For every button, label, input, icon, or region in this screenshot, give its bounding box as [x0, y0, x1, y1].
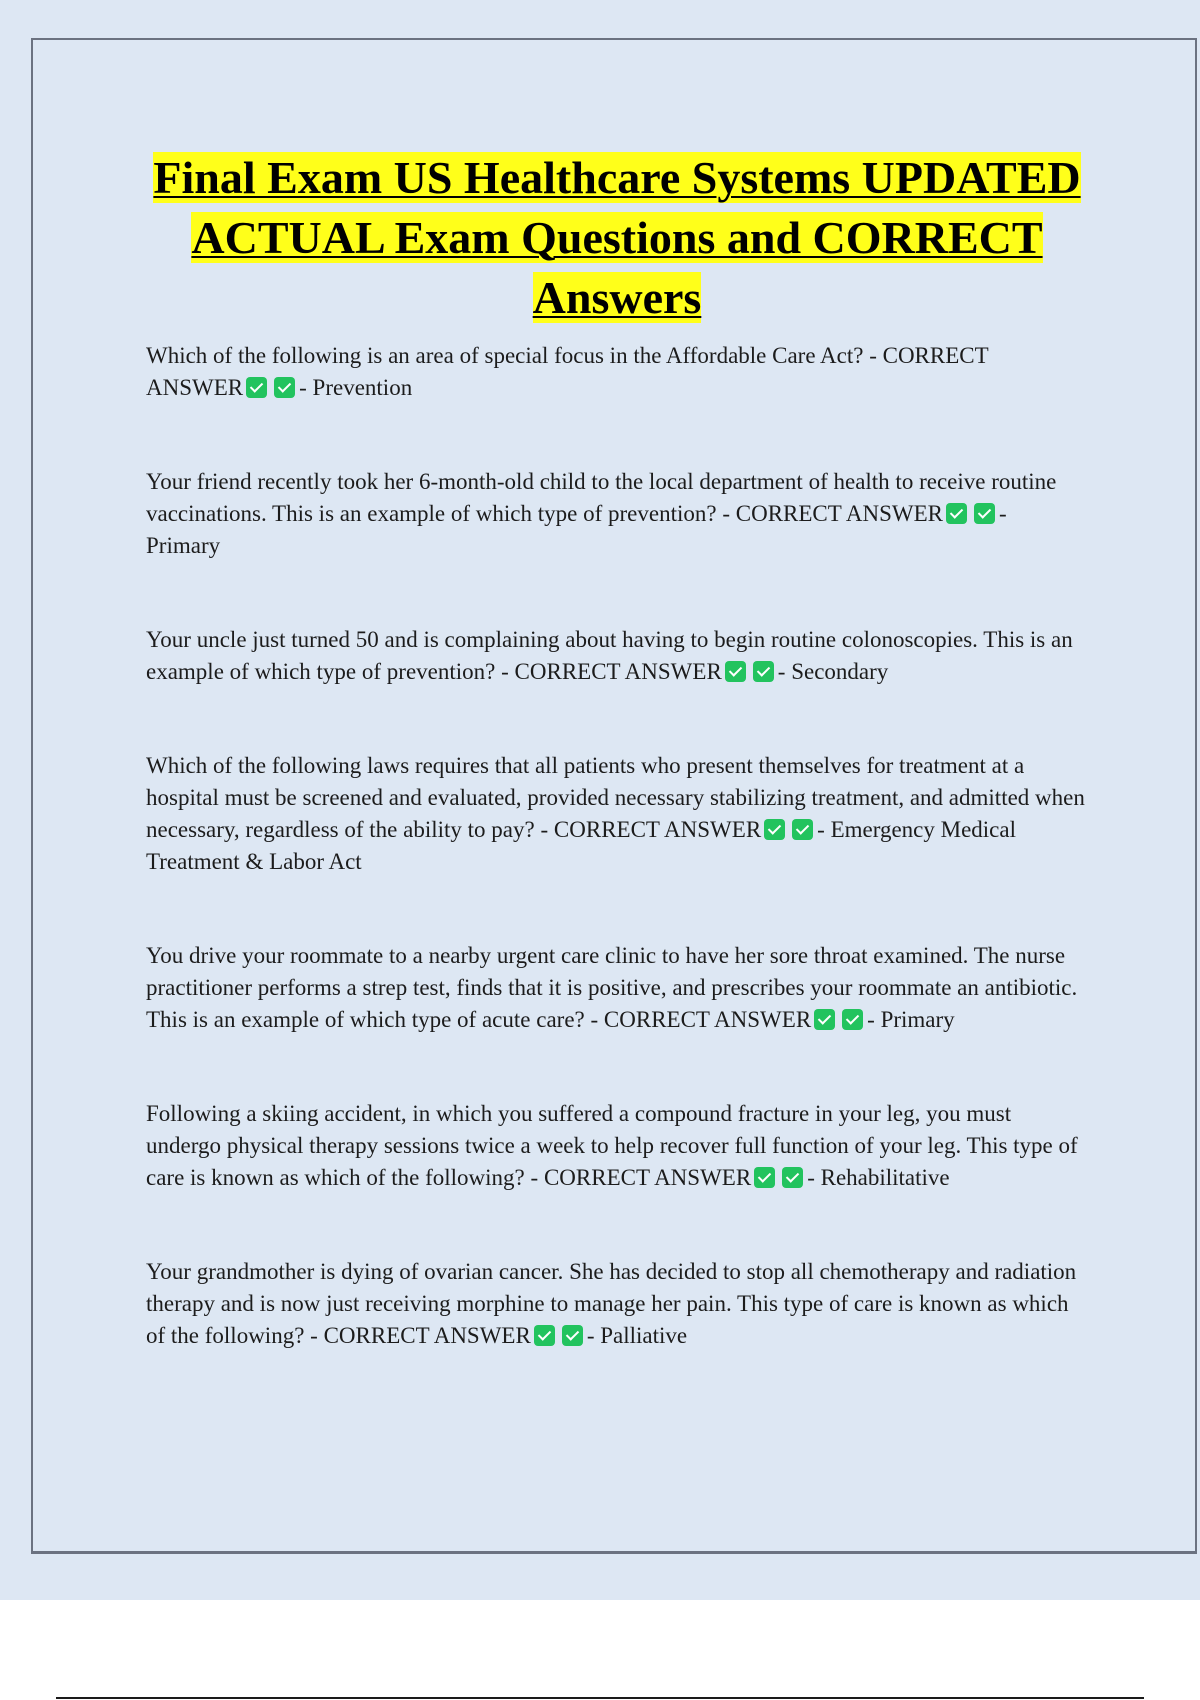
- check-icon: [754, 1167, 775, 1188]
- answer-text: Primary: [146, 533, 221, 558]
- answer-marker: CORRECT ANSWER: [543, 1165, 752, 1190]
- qa-list: [146, 340, 1086, 1352]
- answer-text: Prevention: [312, 375, 413, 400]
- document-title: [120, 148, 1114, 328]
- check-icon: [246, 377, 267, 398]
- qa-item: You drive your roommate to a nearby urgent care clinic to have her sore throat examined. The nurse practitioner performs a strep test, finds that it is positive, and prescribes your roommate an antibiotic. This is an example of which type of acute care? - CORRECT ANSWER - Primary: [146, 943, 1078, 1032]
- check-icon: [274, 377, 295, 398]
- footer-rule: [56, 1697, 1144, 1699]
- check-icon: [782, 1167, 803, 1188]
- answer-marker: CORRECT ANSWER: [553, 817, 762, 842]
- question-text: Your grandmother is dying of ovarian cancer. She has decided to stop all chemotherapy and radiation therapy and is now just receiving morphine to manage her pain. This type of care is known as which of the following?: [146, 1259, 1077, 1348]
- question-text: Your friend recently took her 6-month-old child to the local department of health to receive routine vaccinations. This is an example of which type of prevention?: [146, 469, 1057, 526]
- document-title-text: Final Exam US Healthcare Systems UPDATED ACTUAL Exam Questions and CORRECT Answers: [153, 152, 1081, 323]
- answer-marker: CORRECT ANSWER: [146, 343, 989, 400]
- answer-marker: CORRECT ANSWER: [603, 1007, 812, 1032]
- question-text: Which of the following is an area of special focus in the Affordable Care Act?: [146, 343, 864, 368]
- check-icon: [562, 1325, 583, 1346]
- answer-text: Primary: [880, 1007, 955, 1032]
- answer-text: Palliative: [600, 1323, 688, 1348]
- answer-text: Secondary: [791, 659, 889, 684]
- qa-item: Which of the following laws requires that all patients who present themselves for treatment at a hospital must be screened and evaluated, provided necessary stabilizing treatment, and admitted when necessary, regardless of the ability to pay? - CORRECT ANSWER - Emergency Medical Treatment & Labor Act: [146, 753, 1085, 874]
- qa-item: Your friend recently took her 6-month-old child to the local department of health to receive routine vaccinations. This is an example of which type of prevention? - CORRECT ANSWER - Primary: [146, 469, 1057, 558]
- answer-text: Emergency Medical Treatment & Labor Act: [146, 817, 1016, 874]
- check-icon: [753, 661, 774, 682]
- check-icon: [974, 503, 995, 524]
- answer-marker: CORRECT ANSWER: [735, 501, 943, 526]
- qa-item: Which of the following is an area of special focus in the Affordable Care Act? - CORRECT ANSWER - Prevention: [146, 343, 989, 400]
- qa-item: Your uncle just turned 50 and is complaining about having to begin routine colonoscopies. This is an example of which type of prevention? - CORRECT ANSWER - Secondary: [146, 627, 1073, 684]
- check-icon: [725, 661, 746, 682]
- check-icon: [946, 503, 967, 524]
- question-text: You drive your roommate to a nearby urgent care clinic to have her sore throat examined. The nurse practitioner performs a strep test, finds that it is positive, and prescribes your roommate an antibiotic. This is an example of which type of acute care?: [146, 943, 1078, 1032]
- question-text: Following a skiing accident, in which you suffered a compound fracture in your leg, you must undergo physical therapy sessions twice a week to help recover full function of your leg. This type of care is known as which of the following?: [146, 1101, 1078, 1190]
- check-icon: [764, 819, 785, 840]
- check-icon: [792, 819, 813, 840]
- question-text: Which of the following laws requires that all patients who present themselves for treatment at a hospital must be screened and evaluated, provided necessary stabilizing treatment, and admitted when necessary, regardless of the ability to pay?: [146, 753, 1085, 842]
- check-icon: [534, 1325, 555, 1346]
- qa-item: Following a skiing accident, in which you suffered a compound fracture in your leg, you must undergo physical therapy sessions twice a week to help recover full function of your leg. This type of care is known as which of the following? - CORRECT ANSWER - Rehabilitative: [146, 1101, 1078, 1190]
- answer-marker: CORRECT ANSWER: [323, 1323, 531, 1348]
- answer-text: Rehabilitative: [820, 1165, 950, 1190]
- check-icon: [842, 1009, 863, 1030]
- answer-marker: CORRECT ANSWER: [514, 659, 722, 684]
- question-text: Your uncle just turned 50 and is complaining about having to begin routine colonoscopies. This is an example of which type of prevention?: [146, 627, 1073, 684]
- qa-item: Your grandmother is dying of ovarian cancer. She has decided to stop all chemotherapy and radiation therapy and is now just receiving morphine to manage her pain. This type of care is known as which of the following? - CORRECT ANSWER - Palliative: [146, 1259, 1077, 1348]
- check-icon: [814, 1009, 835, 1030]
